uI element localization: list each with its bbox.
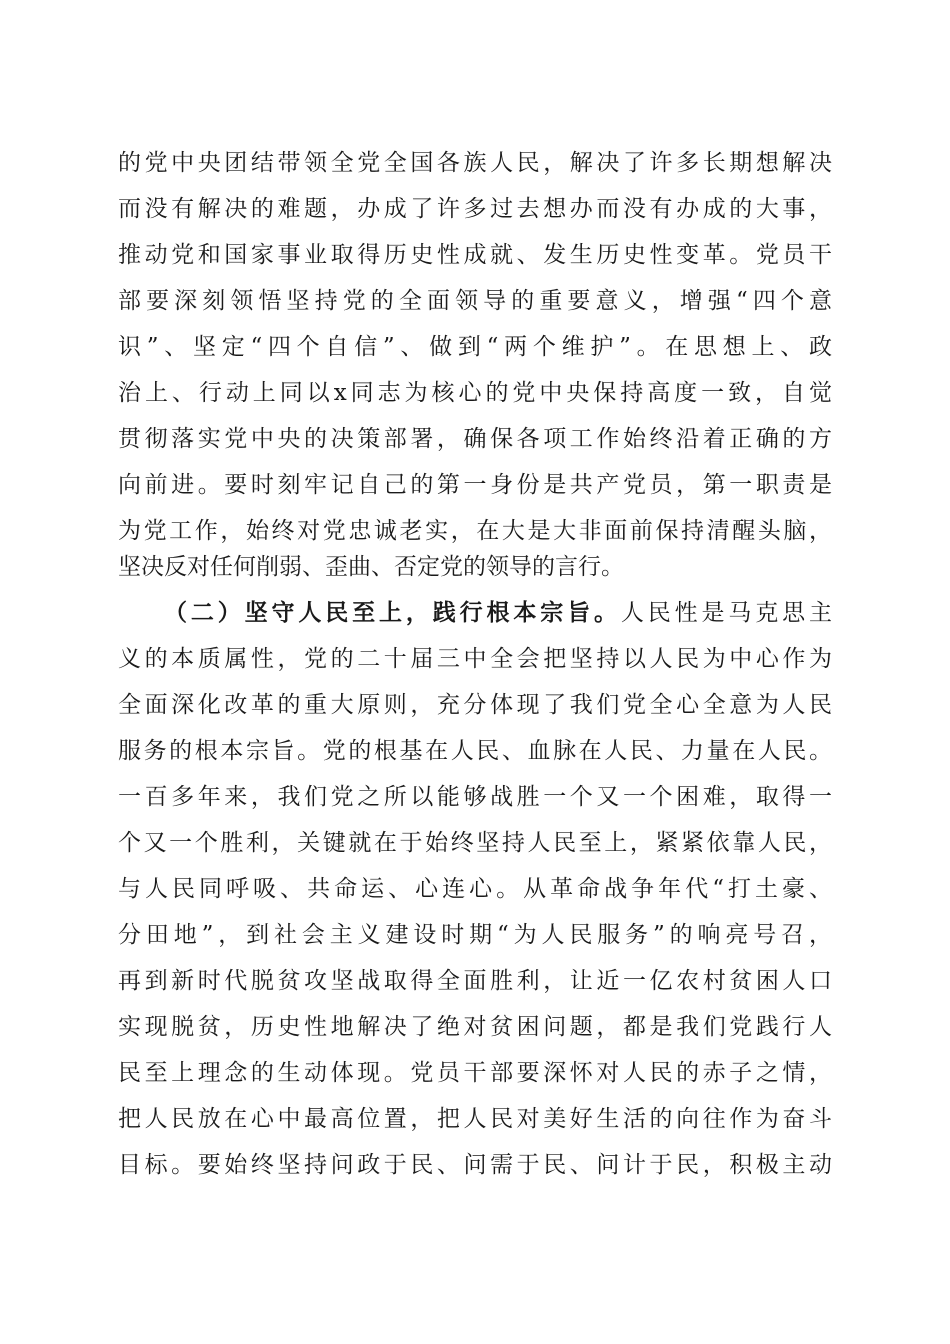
body-text-line: 民至上理念的生动体现。党员干部要深怀对人民的赤子之情， (118, 1060, 832, 1086)
body-text-line: 识”、坚定“四个自信”、做到“两个维护”。在思想上、政 (118, 334, 832, 360)
body-text-line: 与人民同呼吸、共命运、心连心。从革命战争年代“打土豪、 (118, 876, 832, 902)
body-text-line: 个又一个胜利，关键就在于始终坚持人民至上，紧紧依靠人民， (118, 830, 832, 856)
body-text-line: 的党中央团结带领全党全国各族人民，解决了许多长期想解决 (118, 150, 832, 176)
section-heading-rest: 人民性是马克思主 (620, 600, 832, 626)
body-text-line: 目标。要始终坚持问政于民、问需于民、问计于民，积极主动 (118, 1152, 832, 1178)
body-text-line: 部要深刻领悟坚持党的全面领导的重要意义，增强“四个意 (118, 288, 832, 314)
body-text-line: 推动党和国家事业取得历史性成就、发生历史性变革。党员干 (118, 242, 832, 268)
body-text-line: 为党工作，始终对党忠诚老实，在大是大非面前保持清醒头脑， (118, 518, 832, 544)
body-text-line: 义的本质属性，党的二十届三中全会把坚持以人民为中心作为 (118, 646, 832, 672)
body-text-line: 分田地”，到社会主义建设时期“为人民服务”的响亮号召， (118, 922, 832, 948)
section-heading: （二）坚守人民至上，践行根本宗旨。 (164, 599, 621, 626)
body-text-line: 向前进。要时刻牢记自己的第一身份是共产党员，第一职责是 (118, 472, 832, 498)
body-text-line: 实现脱贫，历史性地解决了绝对贫困问题，都是我们党践行人 (118, 1014, 832, 1040)
body-text-line: 再到新时代脱贫攻坚战取得全面胜利，让近一亿农村贫困人口 (118, 968, 832, 994)
section-heading-line (164, 593, 832, 633)
body-text-line: 坚决反对任何削弱、歪曲、否定党的领导的言行。 (118, 554, 624, 580)
body-text-line: 而没有解决的难题，办成了许多过去想办而没有办成的大事， (118, 196, 832, 222)
body-text-line: 一百多年来，我们党之所以能够战胜一个又一个困难，取得一 (118, 784, 832, 810)
body-text-line: 服务的根本宗旨。党的根基在人民、血脉在人民、力量在人民。 (118, 738, 832, 764)
body-text-line: 贯彻落实党中央的决策部署，确保各项工作始终沿着正确的方 (118, 426, 832, 452)
body-text-line: 全面深化改革的重大原则，充分体现了我们党全心全意为人民 (118, 692, 832, 718)
body-text-line: 治上、行动上同以x同志为核心的党中央保持高度一致，自觉 (118, 380, 832, 406)
body-text-line: 把人民放在心中最高位置，把人民对美好生活的向往作为奋斗 (118, 1106, 832, 1132)
